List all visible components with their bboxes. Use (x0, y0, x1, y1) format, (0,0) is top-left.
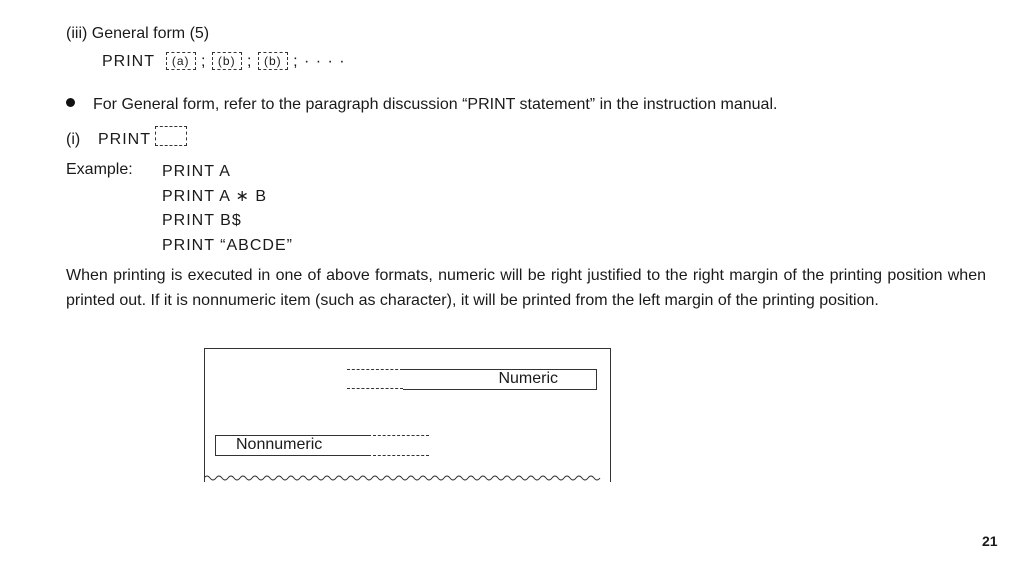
case-label: (i) (66, 131, 81, 148)
section-heading-text: (iii) General form (5) (66, 25, 210, 42)
empty-placeholder-box (155, 126, 187, 146)
print-position-diagram (204, 348, 611, 482)
print-keyword: PRINT (98, 131, 151, 148)
explanation-paragraph: When printing is executed in one of above formats, numeric will be right justified to the right margin of the printing position when printed out. If it is nonnumeric item (such as character), it will be printed from the left margin of the printing position. (66, 267, 986, 309)
dash-line (347, 369, 403, 370)
example-lines (162, 160, 293, 258)
case-i-line (66, 126, 187, 150)
section-heading (66, 24, 209, 44)
example-line: PRINT A ∗ B (162, 187, 268, 205)
dash-line (373, 455, 429, 456)
bullet-icon (66, 98, 75, 107)
separator: ; (247, 53, 253, 70)
example-line: PRINT A (162, 163, 231, 180)
nonnumeric-field (215, 435, 371, 456)
example-label: Example: (66, 161, 133, 178)
numeric-field (403, 369, 597, 390)
nonnumeric-label: Nonnumeric (236, 436, 323, 453)
example-line: PRINT B$ (162, 212, 242, 229)
note-text: For General form, refer to the paragraph discussion “PRINT statement” in the instruction manual. (93, 96, 778, 113)
note-line (66, 95, 777, 115)
page-number: 21 (982, 533, 998, 549)
continuation-dots: ; · · · · (293, 53, 346, 70)
general-form-syntax (102, 52, 346, 72)
dash-line (373, 435, 429, 436)
placeholder-box-b: (b) (258, 52, 288, 70)
print-keyword: PRINT (102, 53, 155, 70)
numeric-label: Numeric (498, 370, 558, 387)
placeholder-box-a: (a) (166, 52, 196, 70)
torn-paper-edge (204, 474, 611, 484)
dash-line (347, 388, 403, 389)
placeholder-box-b: (b) (212, 52, 242, 70)
separator: ; (201, 53, 207, 70)
example-line: PRINT “ABCDE” (162, 236, 293, 254)
